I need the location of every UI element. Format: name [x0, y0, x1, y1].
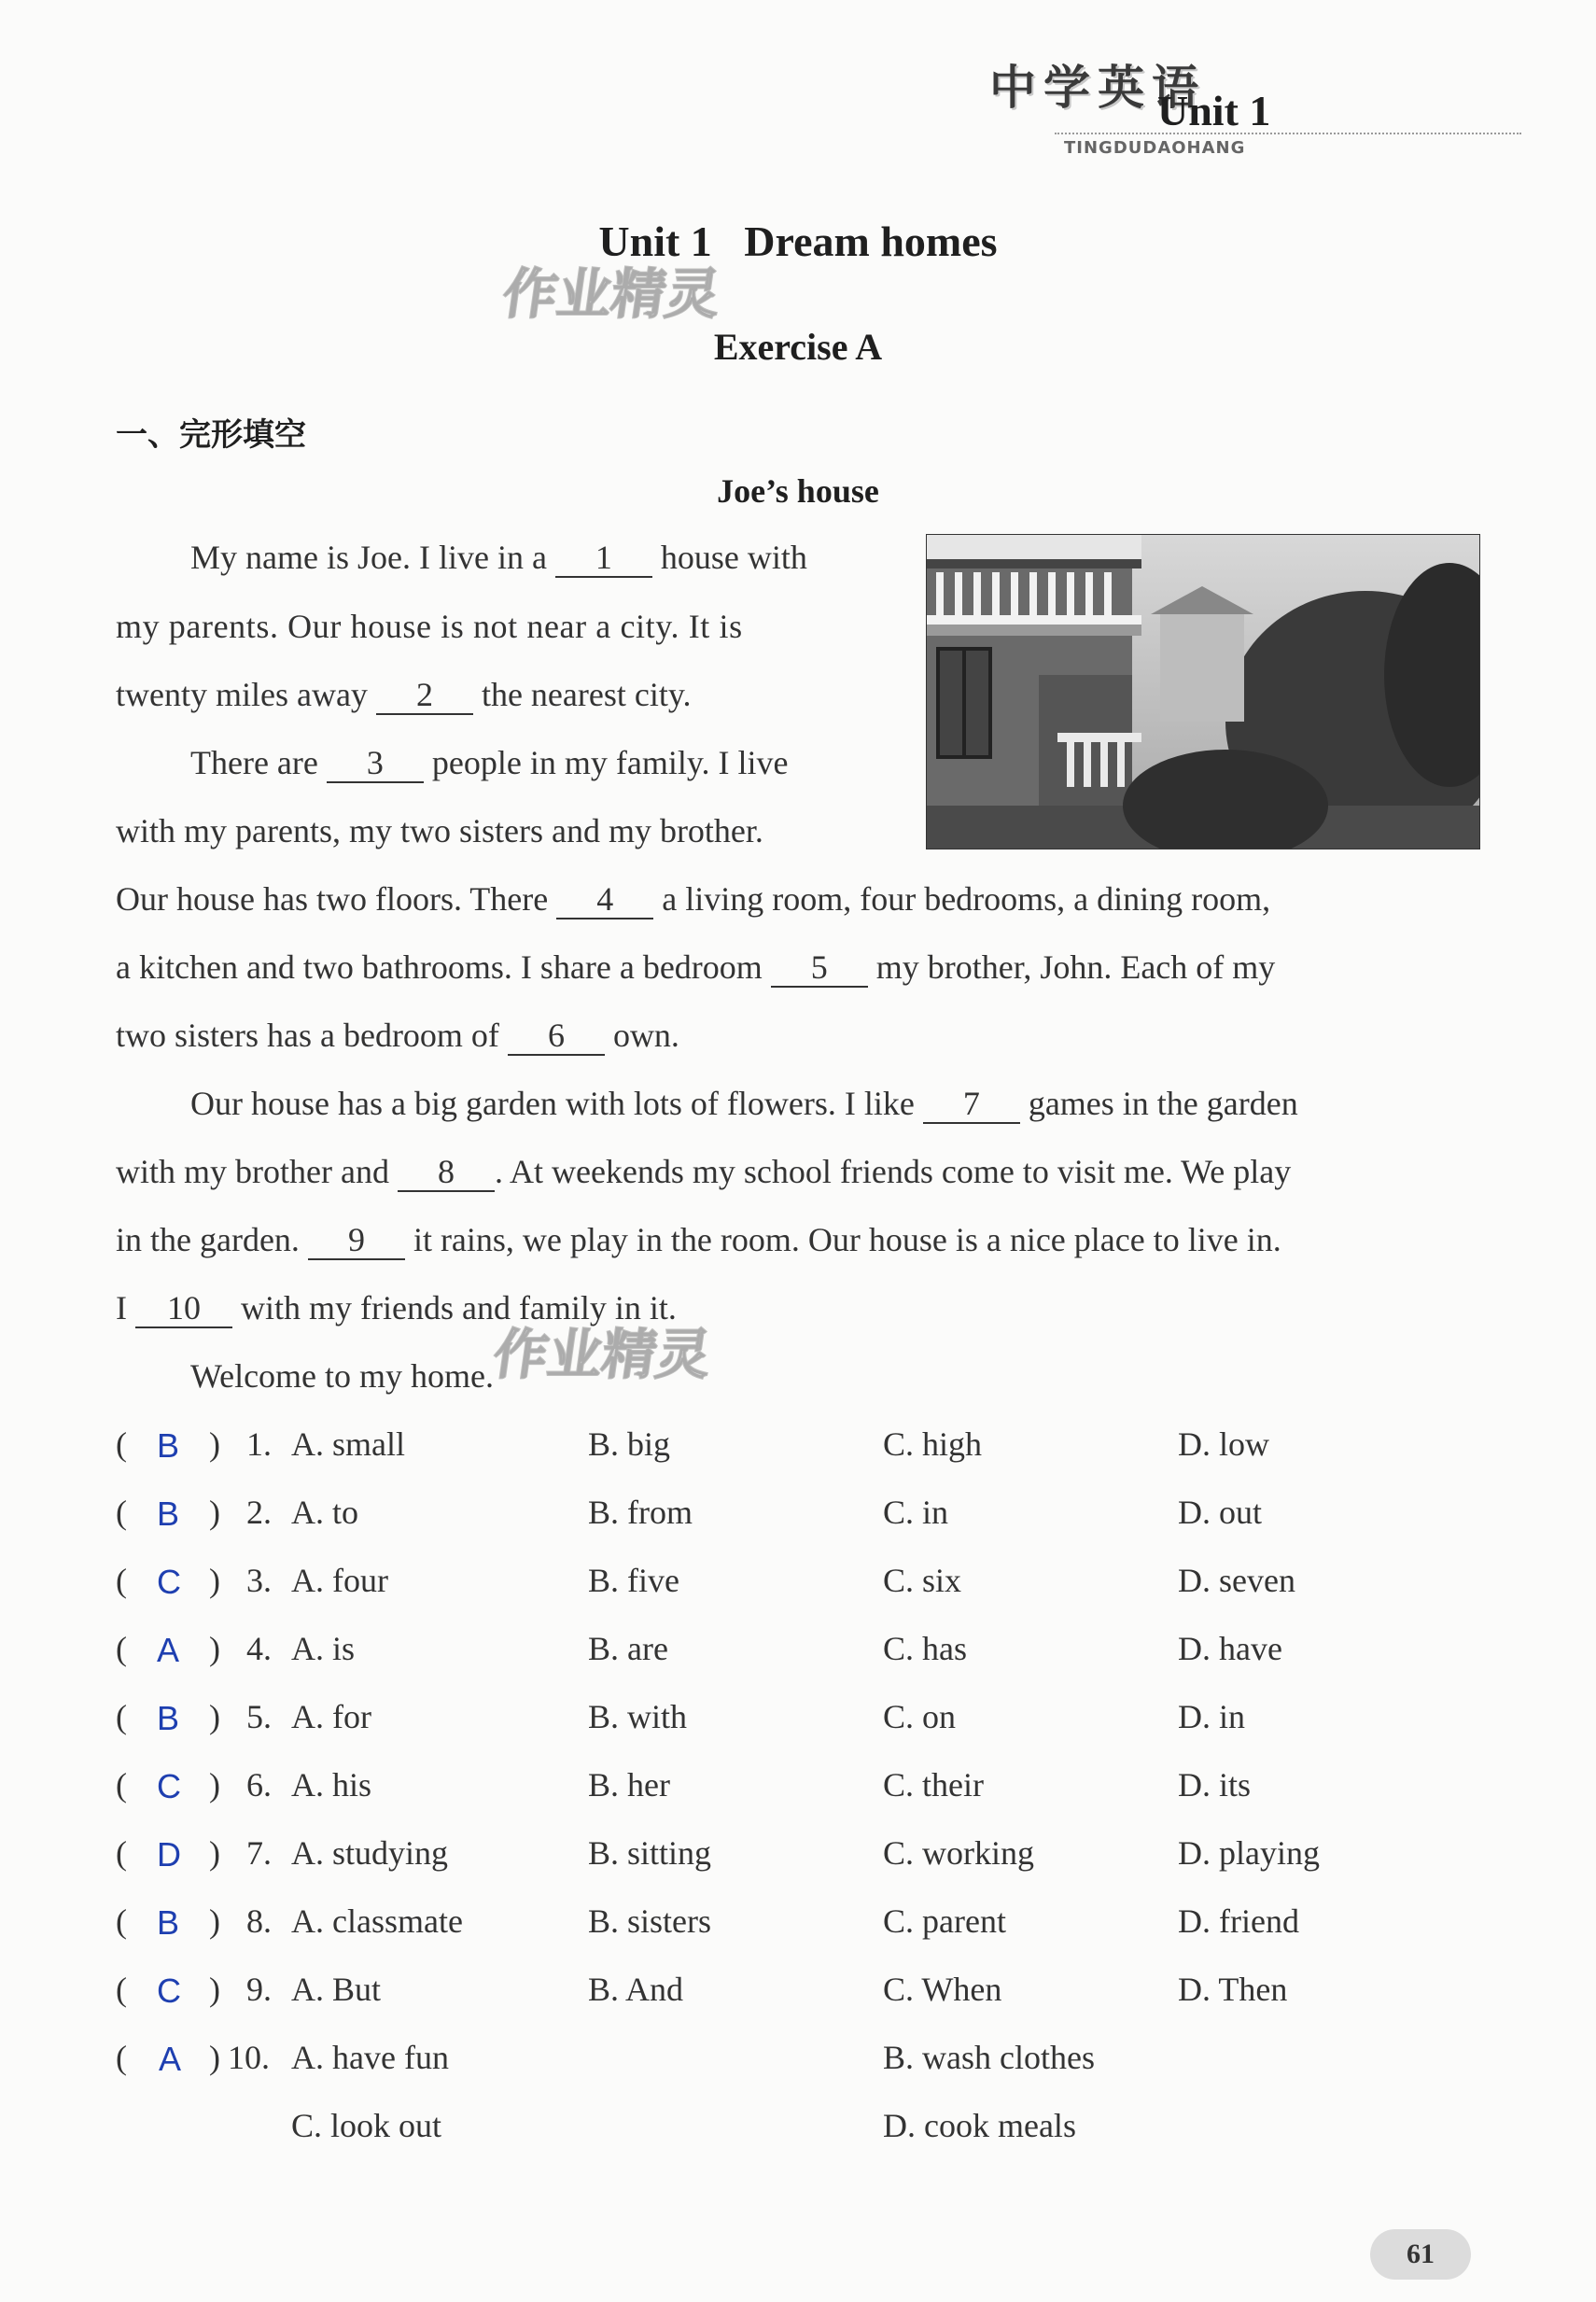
- option-a: A. for: [291, 1698, 371, 1735]
- blank-9: 9: [308, 1223, 405, 1260]
- blank-7: 7: [923, 1087, 1020, 1124]
- option-c: C. six: [883, 1562, 962, 1599]
- option-b: B. sisters: [588, 1902, 712, 1940]
- text: my parents. Our house is not near a city. It is: [116, 608, 743, 645]
- option-c: C. look out: [291, 2107, 442, 2144]
- blank-10: 10: [135, 1291, 232, 1328]
- passage-title: Joe’s house: [717, 472, 879, 510]
- text: twenty miles away: [116, 676, 376, 713]
- answer-paren-close: ): [209, 1766, 220, 1804]
- option-a: A. have fun: [291, 2039, 449, 2076]
- option-d: D. Then: [1178, 1971, 1288, 2008]
- blank-5: 5: [771, 950, 868, 988]
- text: Our house has two floors. There: [116, 880, 557, 918]
- option-a: A. to: [291, 1494, 358, 1531]
- option-c: C. working: [883, 1834, 1034, 1872]
- answer-paren-close: ): [209, 1494, 220, 1531]
- question-number: 2.: [246, 1494, 272, 1531]
- option-c: C. in: [883, 1494, 949, 1531]
- passage-line-3: [116, 675, 692, 715]
- exercise-title: Exercise A: [713, 326, 883, 368]
- text: house with: [651, 539, 807, 576]
- blank-1: 1: [555, 540, 652, 578]
- section-heading: 一、完形填空: [116, 416, 306, 454]
- header-pinyin: TINGDUDAOHANG: [1064, 138, 1246, 158]
- passage-line-11: [116, 1220, 1281, 1260]
- option-d: D. out: [1178, 1494, 1262, 1531]
- blank-6: 6: [508, 1018, 605, 1056]
- option-b: B. from: [588, 1494, 693, 1531]
- option-b: B. her: [588, 1766, 670, 1804]
- option-a: A. his: [291, 1766, 372, 1804]
- option-c: C. on: [883, 1698, 957, 1735]
- option-c: C. their: [883, 1766, 984, 1804]
- page-number: 61: [1370, 2229, 1471, 2280]
- passage-line-9: [190, 1084, 1298, 1124]
- answer-letter: A: [159, 2040, 182, 2078]
- answer-letter: C: [157, 1767, 181, 1805]
- blank-2: 2: [376, 678, 473, 715]
- passage-line-13: [190, 1356, 494, 1396]
- option-b: B. are: [588, 1630, 668, 1667]
- option-c: C. high: [883, 1425, 983, 1463]
- question-number: 5.: [246, 1698, 272, 1735]
- answer-paren-close: ): [209, 1425, 220, 1463]
- answer-letter: B: [157, 1426, 180, 1465]
- text: Our house has a big garden with lots of flowers. I like: [190, 1085, 923, 1122]
- blank-4: 4: [556, 882, 653, 919]
- option-d: D. low: [1178, 1425, 1269, 1463]
- text: with my friends and family in it.: [232, 1289, 677, 1326]
- option-c: C. parent: [883, 1902, 1006, 1940]
- option-b: B. And: [588, 1971, 684, 2008]
- option-d: D. playing: [1178, 1834, 1320, 1872]
- text: . At weekends my school friends come to visit me. We play: [494, 1153, 1292, 1190]
- answer-paren-close: ): [209, 2039, 220, 2076]
- series-title: 中学英语: [989, 61, 1206, 115]
- answer-letter: C: [157, 1972, 181, 2010]
- passage-line-10: [116, 1152, 1291, 1192]
- passage-line-1: [190, 538, 807, 578]
- answer-letter: B: [157, 1903, 180, 1942]
- answer-paren-open: (: [116, 1425, 127, 1463]
- option-a: A. small: [291, 1425, 405, 1463]
- question-number: 8.: [246, 1902, 272, 1940]
- answer-letter: B: [157, 1495, 180, 1533]
- text: There are: [190, 744, 327, 781]
- option-a: A. is: [291, 1630, 356, 1667]
- option-a: A. studying: [291, 1834, 449, 1872]
- answer-paren-open: (: [116, 1630, 127, 1667]
- text: I: [116, 1289, 135, 1326]
- text: My name is Joe. I live in a: [190, 539, 555, 576]
- answer-paren-close: ): [209, 1834, 220, 1872]
- text: own.: [604, 1017, 679, 1054]
- text: two sisters has a bedroom of: [116, 1017, 508, 1054]
- text: people in my family. I live: [423, 744, 789, 781]
- text: with my brother and: [116, 1153, 398, 1190]
- text: Welcome to my home.: [190, 1357, 495, 1395]
- text: my brother, John. Each of my: [867, 948, 1276, 986]
- option-a: A. But: [291, 1971, 382, 2008]
- page-title: Unit 1 Dream homes: [598, 218, 998, 265]
- option-a: A. classmate: [291, 1902, 463, 1940]
- watermark-middle: 作业精灵: [489, 1323, 716, 1386]
- option-b: B. with: [588, 1698, 688, 1735]
- question-number: 7.: [246, 1834, 272, 1872]
- question-number: 6.: [246, 1766, 272, 1804]
- house-photo: [926, 534, 1480, 849]
- option-d: D. friend: [1178, 1902, 1299, 1940]
- option-b: B. big: [588, 1425, 671, 1463]
- answer-paren-open: (: [116, 1902, 127, 1940]
- option-a: A. four: [291, 1562, 388, 1599]
- house-photo-illustration: [927, 535, 1479, 849]
- text: the nearest city.: [472, 676, 692, 713]
- passage-line-7: [116, 947, 1275, 988]
- option-c: C. has: [883, 1630, 967, 1667]
- passage-line-8: [116, 1016, 679, 1056]
- header-unit: Unit 1: [1157, 87, 1271, 134]
- passage-line-4: [190, 743, 788, 783]
- option-d: D. in: [1178, 1698, 1245, 1735]
- text: it rains, we play in the room. Our house is a nice place to live in.: [404, 1221, 1281, 1258]
- text: a kitchen and two bathrooms. I share a bedroom: [116, 948, 771, 986]
- option-d: D. have: [1178, 1630, 1282, 1667]
- passage-line-6: [116, 879, 1270, 919]
- blank-8: 8: [398, 1155, 495, 1192]
- answer-paren-close: ): [209, 1562, 220, 1599]
- header-divider: [1055, 133, 1521, 134]
- answer-letter: D: [157, 1835, 181, 1874]
- answer-letter: A: [157, 1631, 180, 1669]
- text: with my parents, my two sisters and my brother.: [116, 812, 763, 849]
- option-d: D. seven: [1178, 1562, 1295, 1599]
- answer-paren-open: (: [116, 1834, 127, 1872]
- watermark-top: 作业精灵: [498, 262, 725, 326]
- question-number: 3.: [246, 1562, 272, 1599]
- blank-3: 3: [327, 746, 424, 783]
- question-number: 10.: [228, 2039, 270, 2076]
- answer-paren-open: (: [116, 2039, 127, 2076]
- answer-paren-open: (: [116, 1766, 127, 1804]
- answer-paren-open: (: [116, 1562, 127, 1599]
- passage-line-5: [116, 811, 763, 850]
- answer-paren-close: ): [209, 1902, 220, 1940]
- text: in the garden.: [116, 1221, 308, 1258]
- option-b: B. five: [588, 1562, 679, 1599]
- answer-letter: C: [157, 1563, 181, 1601]
- answer-paren-close: ): [209, 1630, 220, 1667]
- text: a living room, four bedrooms, a dining room,: [653, 880, 1271, 918]
- answer-paren-open: (: [116, 1698, 127, 1735]
- option-b: B. wash clothes: [883, 2039, 1095, 2076]
- option-b: B. sitting: [588, 1834, 712, 1872]
- answer-paren-open: (: [116, 1971, 127, 2008]
- option-c: C. When: [883, 1971, 1002, 2008]
- answer-paren-close: ): [209, 1971, 220, 2008]
- answer-paren-close: ): [209, 1698, 220, 1735]
- passage-line-2: [116, 607, 743, 646]
- option-d: D. its: [1178, 1766, 1252, 1804]
- answer-paren-open: (: [116, 1494, 127, 1531]
- question-number: 4.: [246, 1630, 272, 1667]
- question-number: 1.: [246, 1425, 272, 1463]
- header-badge: [971, 41, 1531, 162]
- answer-letter: B: [157, 1699, 180, 1737]
- text: games in the garden: [1019, 1085, 1298, 1122]
- option-d: D. cook meals: [883, 2107, 1076, 2144]
- question-number: 9.: [246, 1971, 272, 2008]
